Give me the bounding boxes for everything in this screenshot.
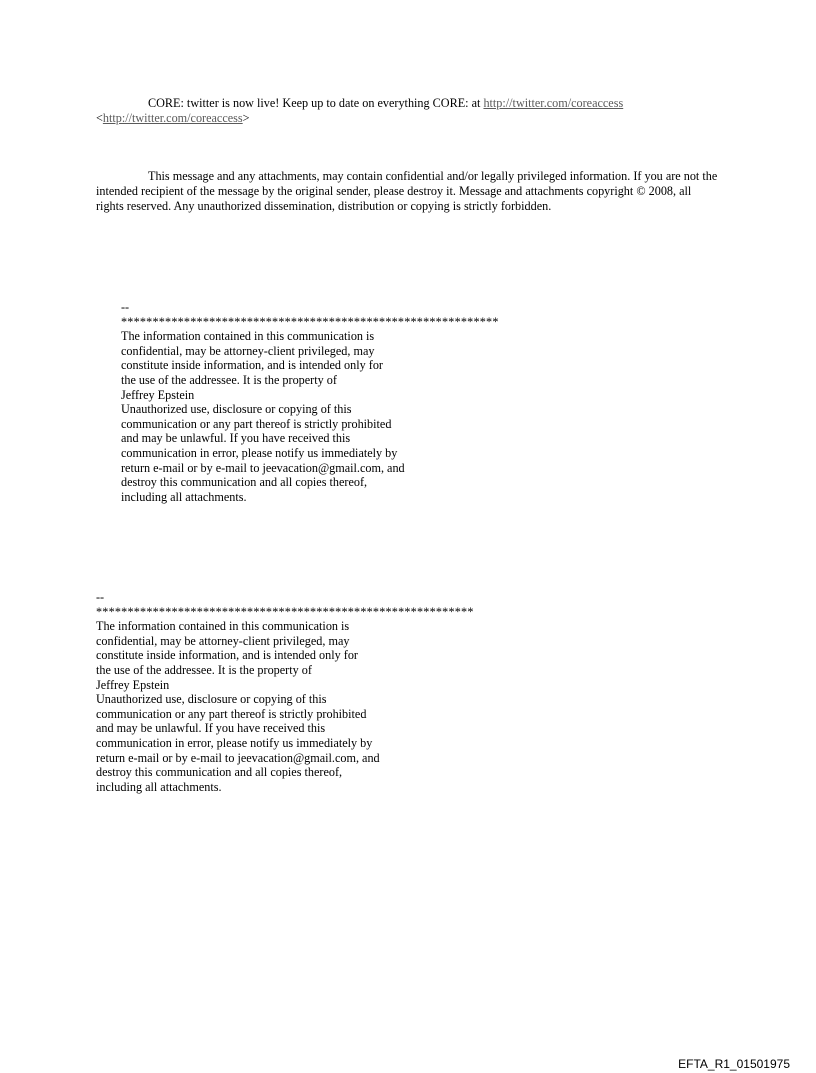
signature-line: Jeffrey Epstein [96,677,170,692]
core-notice-text: CORE: twitter is now live! Keep up to date on everything CORE: at [148,96,484,110]
signature-line: communication in error, please notify us immediately by [121,445,398,460]
signature-line: destroy this communication and all copies thereof, [121,475,368,490]
confidentiality-notice [96,169,720,214]
signature-line: Unauthorized use, disclosure or copying of this [121,402,352,417]
close-angle: > [242,111,250,125]
twitter-link-bracketed[interactable]: http://twitter.com/coreaccess [102,111,243,125]
confidentiality-text: This message and any attachments, may contain confidential and/or legally privileged information. If you are not the intended recipient of the message by the original sender, please destroy it. Message and attachments copyright © 2008, all rights reserved. Any unauthorized dissemination, distribution or copying is strictly forbidden. [96,169,718,213]
signature-stars: ************************************************************ [121,314,499,329]
signature-line: and may be unlawful. If you have received this [96,721,326,736]
signature-line: including all attachments. [121,489,247,504]
open-angle: < [96,111,103,125]
signature-line: and may be unlawful. If you have received this [121,431,351,446]
signature-line: Jeffrey Epstein [121,387,195,402]
signature-line: return e-mail or by e-mail to jeevacation@gmail.com, and [96,750,380,765]
signature-line: communication in error, please notify us immediately by [96,735,373,750]
core-twitter-notice [96,96,720,126]
signature-block-2 [96,590,496,794]
signature-line: the use of the addressee. It is the property of [96,662,312,677]
signature-line: constitute inside information, and is intended only for [96,648,358,663]
signature-line: The information contained in this communication is [96,619,350,634]
signature-dashes: -- [96,590,105,604]
bates-number: EFTA_R1_01501975 [678,1057,790,1071]
signature-dashes: -- [121,300,130,314]
signature-stars: ************************************************************ [96,604,474,619]
signature-line: constitute inside information, and is intended only for [121,358,383,373]
signature-line: including all attachments. [96,779,222,794]
signature-line: confidential, may be attorney-client privileged, may [121,343,375,358]
signature-line: the use of the addressee. It is the property of [121,372,337,387]
signature-line: The information contained in this communication is [121,329,375,344]
signature-block-1 [121,300,521,504]
signature-line: communication or any part thereof is strictly prohibited [96,706,367,721]
signature-line: return e-mail or by e-mail to jeevacation@gmail.com, and [121,460,405,475]
signature-line: destroy this communication and all copies thereof, [96,765,343,780]
signature-line: confidential, may be attorney-client privileged, may [96,633,350,648]
signature-line: Unauthorized use, disclosure or copying of this [96,692,327,707]
twitter-link[interactable]: http://twitter.com/coreaccess [483,96,624,110]
signature-line: communication or any part thereof is strictly prohibited [121,416,392,431]
